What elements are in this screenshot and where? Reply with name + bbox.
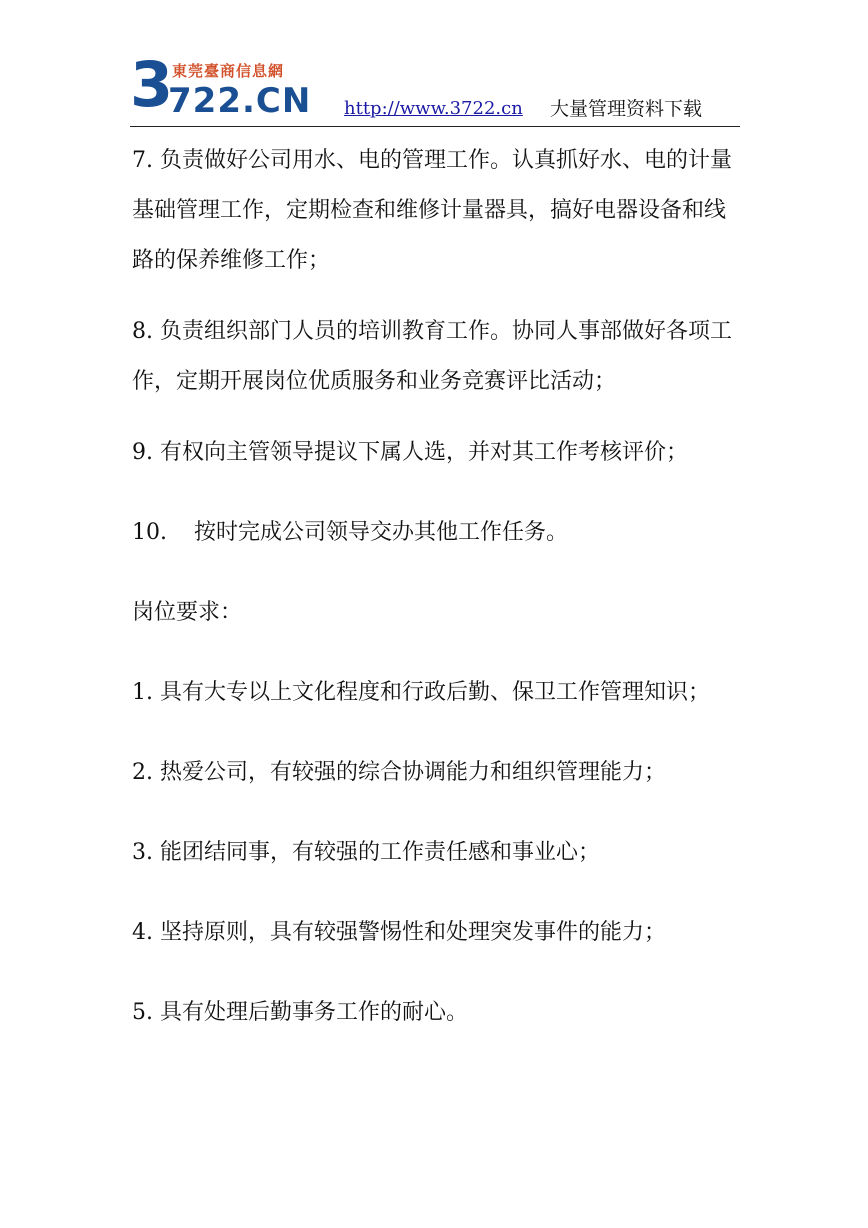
document-body (132, 136, 744, 1068)
logo-domain-text: 722.CN (168, 81, 312, 121)
requirement-item-4: 4. 坚持原则，具有较强警惕性和处理突发事件的能力； (132, 920, 666, 945)
requirement-item-3: 3. 能团结同事，有较强的工作责任感和事业心； (132, 840, 600, 865)
duty-item-10-text: 按时完成公司领导交办其他工作任务。 (194, 520, 569, 545)
page-header (130, 48, 740, 127)
duty-item-7: 7. 负责做好公司用水、电的管理工作。认真抓好水、电的计量基础管理工作，定期检查和维修计量器具，搞好电器设备和线路的保养维修工作； (132, 148, 732, 273)
duty-item-9: 9. 有权向主管领导提议下属人选，并对其工作考核评价； (132, 440, 688, 465)
site-logo[interactable] (130, 48, 320, 124)
duty-item-10 (132, 508, 744, 558)
requirement-item-1: 1. 具有大专以上文化程度和行政后勤、保卫工作管理知识； (132, 680, 710, 705)
header-tagline: 大量管理资料下载 (550, 98, 703, 120)
duty-item-8: 8. 负责组织部门人员的培训教育工作。协同人事部做好各项工作，定期开展岗位优质服务和业务竞赛评比活动； (132, 319, 732, 394)
requirement-item-2: 2. 热爱公司，有较强的综合协调能力和组织管理能力； (132, 760, 666, 785)
logo-digit: 3 (130, 48, 172, 121)
requirements-heading: 岗位要求： (132, 600, 243, 625)
requirement-item-5: 5. 具有处理后勤事务工作的耐心。 (132, 1000, 468, 1025)
logo-site-name: 東莞臺商信息網 (172, 62, 285, 80)
duty-item-10-number: 10. (132, 520, 167, 545)
site-url-link[interactable]: http://www.3722.cn (344, 98, 523, 119)
